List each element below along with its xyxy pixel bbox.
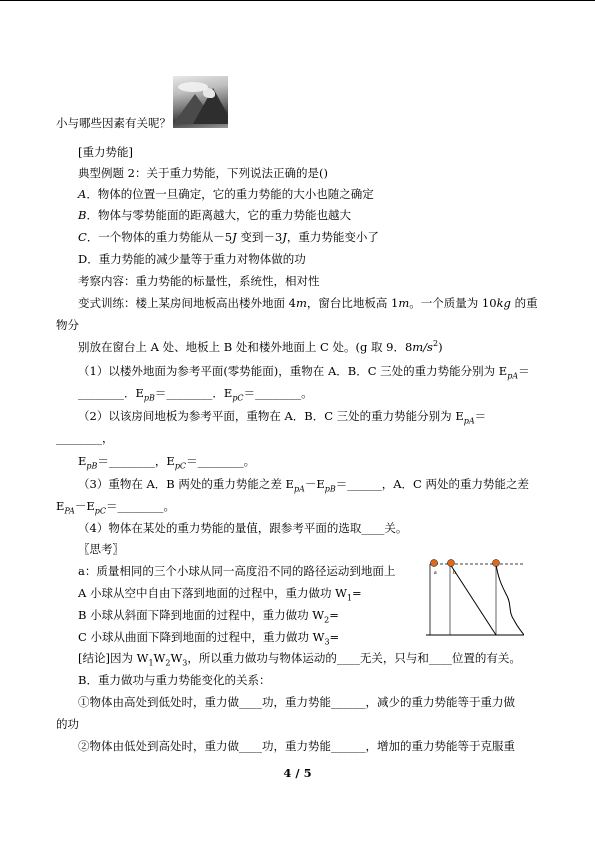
question-1-line-2: ________．$E_{pB}=\_\_\_\_\_\_\_\_$．$E_{pC}=\_\_\_\_\_\_\_\_$。 [78, 386, 313, 403]
option-a: A．物体的位置一旦确定，它的重力势能的大小也随之确定 [78, 187, 374, 201]
think-conclusion: [结论]因为 $W_1W_2W_3$，所以重力做功与物体运动的____无关，只与和____位置的有关。 [78, 651, 521, 668]
ball-a [431, 560, 438, 567]
variant-line-1: 变式训练：楼上某房间地板高出楼外地面 4m，窗台比地板高 1m。一个质量为 10kg 的重 [78, 296, 538, 310]
variant-line-2: 物分 [56, 318, 79, 332]
question-3-line-1: （3）重物在 A．B 两处的重力势能之差 $E_{pA}-E_{pB}=\_\_\_\_\_\_$，A．C 两处的重力势能之差 [78, 477, 530, 494]
question-1-line-1: （1）以楼外地面为参考平面(零势能面)，重物在 A．B．C 三处的重力势能分别为 $E_{pA}=$ [78, 364, 530, 381]
example2-stem: 典型例题 2：关于重力势能，下列说法正确的是() [78, 166, 328, 180]
assessment-content: 考察内容：重力势能的标量性，系统性，相对性 [78, 274, 320, 288]
section-heading-gravity-potential: [重力势能] [78, 145, 133, 159]
think-ball-c: C 小球从曲面下降到地面的过程中，重力做功 $W_3=$ [78, 630, 340, 647]
label-a: a [434, 570, 437, 576]
question-2-line-1: （2）以该房间地板为参考平面，重物在 A．B．C 三处的重力势能分别为 $E_{pA}=$ [78, 409, 487, 426]
think-ball-a: A 小球从空中自由下落到地面的过程中，重力做功 $W_1=$ [78, 586, 362, 603]
intro-line: 小与哪些因素有关呢？ [56, 116, 171, 130]
option-b: B．物体与零势能面的距离越大，它的重力势能也越大 [78, 208, 351, 222]
option-d: D．重力势能的减少量等于重力对物体做的功 [78, 252, 306, 266]
three-paths-diagram [424, 558, 524, 640]
label-b: b [453, 570, 456, 576]
question-2-line-2: ________， [56, 431, 114, 445]
ball-c [493, 560, 500, 567]
point-2-line-1: ②物体由低处到高处时，重力做____功，重力势能______，增加的重力势能等于克服重 [78, 739, 515, 753]
variant-line-3: 别放在窗台上 A 处、地板上 B 处和楼外地面上 C 处。(g 取 9．$8m/s^2$) [78, 339, 443, 354]
point-1-line-1: ①物体由高处到低处时，重力做____功，重力势能______，减少的重力势能等于重力做 [78, 695, 515, 709]
think-heading: 〖思考〗 [78, 542, 124, 556]
point-1-line-2: 的功 [56, 717, 79, 731]
think-a: a：质量相同的三个小球从同一高度沿不同的路径运动到地面上 [78, 564, 396, 578]
think-ball-b: B 小球从斜面下降到地面的过程中，重力做功 $W_2=$ [78, 608, 339, 625]
question-4: （4）物体在某处的重力势能的量值，跟参考平面的选取____关。 [78, 521, 408, 535]
question-2-line-3: $E_{pB}=\_\_\_\_\_\_\_\_$，$E_{pC}=\_\_\_\_\_\_\_\_$。 [78, 454, 256, 471]
question-3-line-2: $E_{PA}-E_{pC}=\_\_\_\_\_\_\_\_$。 [56, 499, 175, 516]
incline-path [450, 564, 496, 635]
ball-b [448, 560, 455, 567]
curve-path [496, 564, 524, 635]
page-number: 4 / 5 [283, 766, 312, 780]
work-energy-heading: B．重力做功与重力势能变化的关系： [78, 673, 271, 687]
mountain-photo [173, 76, 228, 128]
option-c: C．一个物体的重力势能从－5J 变到－3J，重力势能变小了 [78, 230, 379, 244]
